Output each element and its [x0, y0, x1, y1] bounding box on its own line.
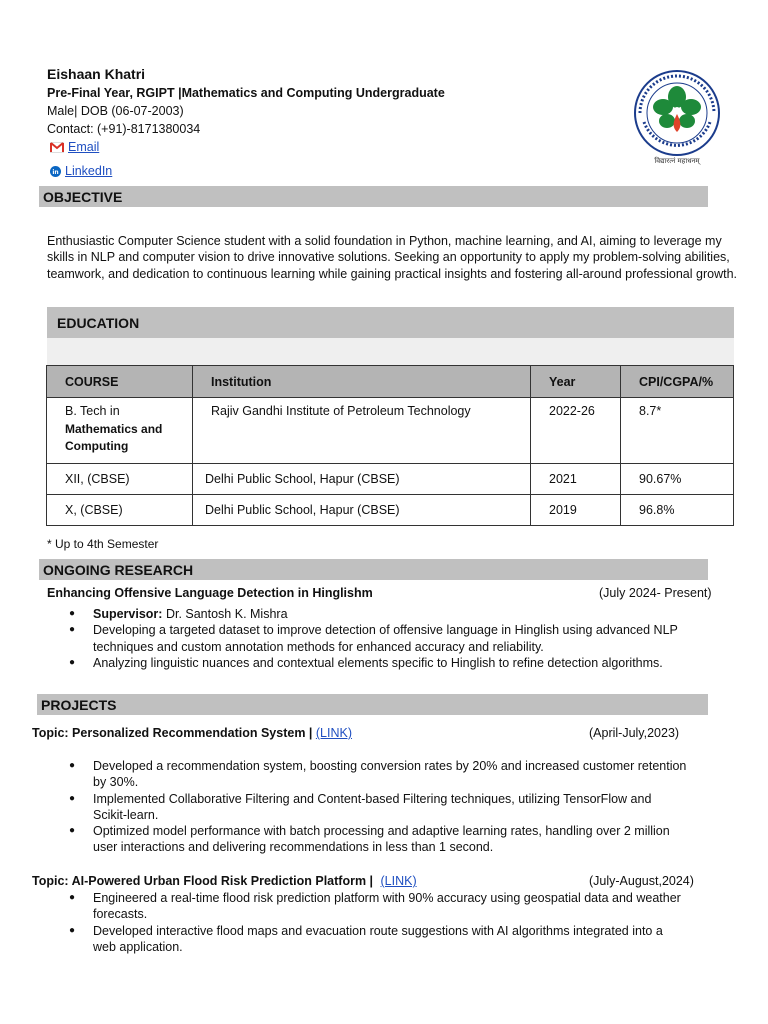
project-date: (April-July,2023) [589, 726, 680, 740]
cell-score: 8.7* [621, 398, 734, 464]
education-table [46, 365, 734, 526]
education-spacer-band [47, 338, 734, 365]
course-degree: B. Tech in [65, 404, 120, 418]
list-item: ● Developed interactive flood maps and evacuation route suggestions with AI algorithms integrated into a web application. [47, 923, 687, 956]
column-header-course: COURSE [47, 366, 193, 398]
research-bullets [47, 606, 717, 671]
column-header-score: CPI/CGPA/% [621, 366, 734, 398]
cell-course [47, 398, 193, 464]
project-date: (July-August,2024) [589, 874, 694, 888]
research-title: Enhancing Offensive Language Detection in Hinglishm [47, 586, 373, 600]
svg-text:in: in [52, 168, 59, 176]
cell-institution: Delhi Public School, Hapur (CBSE) [193, 464, 531, 495]
table-row [47, 464, 734, 495]
table-row [47, 495, 734, 526]
list-item: ● Developed a recommendation system, boosting conversion rates by 20% and increased customer retention by 30%. [47, 758, 687, 791]
cell-year: 2022-26 [531, 398, 621, 464]
linkedin-link[interactable]: LinkedIn [65, 164, 113, 178]
cell-score: 96.8% [621, 495, 734, 526]
cell-score: 90.67% [621, 464, 734, 495]
logo-caption: विद्यारत्नं महाधनम् [654, 157, 700, 165]
project-topic: Topic: Personalized Recommendation System | [32, 726, 316, 740]
cell-institution: Rajiv Gandhi Institute of Petroleum Technology [193, 398, 531, 464]
education-footnote: * Up to 4th Semester [47, 537, 159, 551]
project-link[interactable]: (LINK) [380, 874, 417, 888]
column-header-year: Year [531, 366, 621, 398]
project-bullets [47, 890, 687, 955]
institute-logo [630, 70, 724, 166]
column-header-institution: Institution [193, 366, 531, 398]
table-row [47, 398, 734, 464]
section-heading-education: EDUCATION [47, 307, 734, 338]
linkedin-link-row[interactable] [50, 164, 112, 178]
supervisor-label: Supervisor: [93, 607, 163, 621]
cell-year: 2019 [531, 495, 621, 526]
list-item: ● Engineered a real-time flood risk prediction platform with 90% accuracy using geospatial data and weather forecasts. [47, 890, 687, 923]
list-item: ● Analyzing linguistic nuances and contextual elements specific to Hinglish to refine detection algorithms. [47, 655, 717, 671]
cell-year: 2021 [531, 464, 621, 495]
email-link[interactable]: Email [68, 140, 100, 154]
section-heading-objective: OBJECTIVE [39, 186, 708, 207]
gmail-icon [50, 142, 64, 153]
linkedin-icon [50, 166, 61, 177]
course-major: Mathematics and Computing [65, 422, 163, 453]
project-topic-row [32, 874, 417, 888]
section-heading-projects: PROJECTS [37, 694, 708, 715]
cell-course: X, (CBSE) [47, 495, 193, 526]
project-topic: Topic: AI-Powered Urban Flood Risk Prediction Platform | [32, 874, 377, 888]
section-heading-research: ONGOING RESEARCH [39, 559, 708, 580]
contact-phone: Contact: (+91)-8171380034 [47, 122, 201, 136]
list-item: ● Implemented Collaborative Filtering and Content-based Filtering techniques, utilizing TensorFlow and Scikit-learn. [47, 791, 687, 824]
cell-institution: Delhi Public School, Hapur (CBSE) [193, 495, 531, 526]
research-date: (July 2024- Present) [599, 586, 712, 600]
project-topic-row [32, 726, 352, 740]
cell-course: XII, (CBSE) [47, 464, 193, 495]
personal-info: Male| DOB (06-07-2003) [47, 104, 184, 118]
candidate-title: Pre-Final Year, RGIPT |Mathematics and Computing Undergraduate [47, 86, 445, 100]
project-link[interactable]: (LINK) [315, 726, 353, 740]
candidate-name: Eishaan Khatri [47, 66, 146, 82]
project-bullets [47, 758, 687, 856]
list-item: ● Optimized model performance with batch processing and adaptive learning rates, handling over 2 million user interactions and delivering recommendations in less than 1 second. [47, 823, 687, 856]
table-header-row [47, 366, 734, 398]
objective-text: Enthusiastic Computer Science student with a solid foundation in Python, machine learning, and AI, aiming to leverage my skills in NLP and computer vision to drive innovative solutions. Seeking an opportunity to apply my problem-solving abilities, teamwork, and dedication to continuous learning while gaining practical insights and fostering all-around professional growth. [47, 234, 737, 281]
email-link-row[interactable] [50, 140, 99, 154]
list-item: ● Developing a targeted dataset to improve detection of offensive language in Hinglish using advanced NLP techniques and custom annotation methods for enhanced accuracy and reliability. [47, 622, 717, 655]
list-item [47, 606, 717, 622]
supervisor-name: Dr. Santosh K. Mishra [162, 607, 288, 621]
